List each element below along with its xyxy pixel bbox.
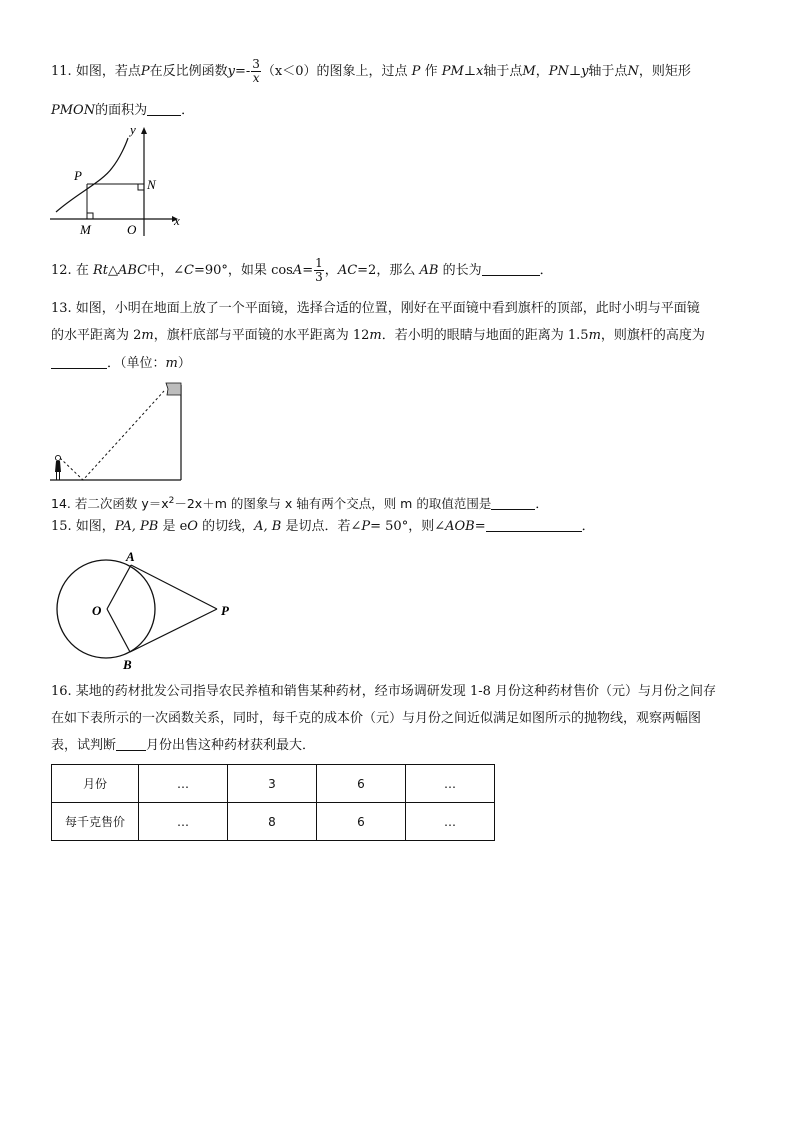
row-header-month: 月份 [52,765,139,803]
q13-line1: 13. 如图，小明在地面上放了一个平面镜，选择合适的位置，刚好在平面镜中看到旗杆的顶部，此时小明与平面镜 [51,301,700,316]
table-cell: … [406,803,495,841]
answer-blank[interactable] [491,495,535,510]
label-p: P [74,168,82,183]
label-p: P [221,603,229,618]
answer-blank[interactable] [147,101,181,116]
table-row [52,765,495,803]
tangent-pb [130,609,217,652]
q15-line: 15. 如图，PA, PB 是 eO 的切线，A, B 是切点．若∠P= 50°，则∠AOB= ． [51,519,595,534]
y-axis-arrow-icon [141,127,147,134]
q11-line2: PMON的面积为 ． [51,103,195,118]
flag-icon [166,383,181,395]
label-o: O [127,222,137,237]
q13-figure [50,379,190,481]
radius-oa [107,565,131,609]
table-cell: 6 [317,803,406,841]
light-ray [60,391,164,480]
table-cell: … [406,765,495,803]
circle-o [57,560,155,658]
right-angle-m [87,213,93,219]
answer-blank[interactable] [116,736,146,751]
q13-line3: ．（单位：m） [51,354,191,374]
answer-blank[interactable] [486,517,582,532]
label-b: B [123,657,132,672]
table-cell: … [139,765,228,803]
q16-line1: 16. 某地的药材批发公司指导农民养植和销售某种药材，经市场调研发现 1-8 月份这种药材售价（元）与月份之间存 [51,684,717,699]
table-cell: … [139,803,228,841]
answer-blank[interactable] [51,354,107,369]
q14-line: 14. 若二次函数 $y=x^2-2x+m$ 的图象与 x 轴有两个交点，则 m 的取值范围是 ． [51,496,548,512]
q11-number: 11. [51,64,72,79]
table-cell: 8 [228,803,317,841]
tangent-pa [131,565,217,609]
q15-figure [55,549,245,672]
price-table [51,764,495,841]
fraction-1-over-3: $\frac{1}{3}$ [315,256,323,284]
answer-blank[interactable] [482,261,540,276]
q11-figure [50,124,190,239]
fraction-3-over-x: $\frac{3}{x}$ [252,57,260,85]
label-y: y [130,122,136,137]
table-row [52,803,495,841]
table-cell: 6 [317,765,406,803]
q16-line2: 在如下表所示的一次函数关系，同时，每千克的成本价（元）与月份之间近似满足如图所示的抛物线，观察两幅图 [51,711,702,726]
label-x: x [174,213,180,228]
q11-line1: 11. 如图，若点P在反比例函数y=- $\frac{3}{x}$ （x＜0）的图象上，过点 P 作 PM⊥x轴于点M，PN⊥y轴于点N，则矩形 [51,57,691,85]
label-m: M [80,222,91,237]
row-header-price: 每千克售价 [52,803,139,841]
radius-ob [107,609,130,652]
table-cell: 3 [228,765,317,803]
label-o: O [92,603,102,618]
right-angle-n [138,184,144,190]
q16-line3: 表，试判断 月份出售这种药材获利最大． [51,738,316,753]
q12-line: 12. 在 Rt△ABC中，∠C=90°，如果 cosA= $\frac{1}{3}$ ，AC=2，那么 AB 的长为 ． [51,256,553,284]
q13-line2: 的水平距离为 2m，旗杆底部与平面镜的水平距离为 12m．若小明的眼睛与地面的距离为 1.5m，则旗杆的高度为 [51,328,705,343]
hyperbola-curve [56,138,128,212]
person-icon [55,455,61,480]
label-n: N [147,177,156,192]
label-a: A [126,549,135,564]
